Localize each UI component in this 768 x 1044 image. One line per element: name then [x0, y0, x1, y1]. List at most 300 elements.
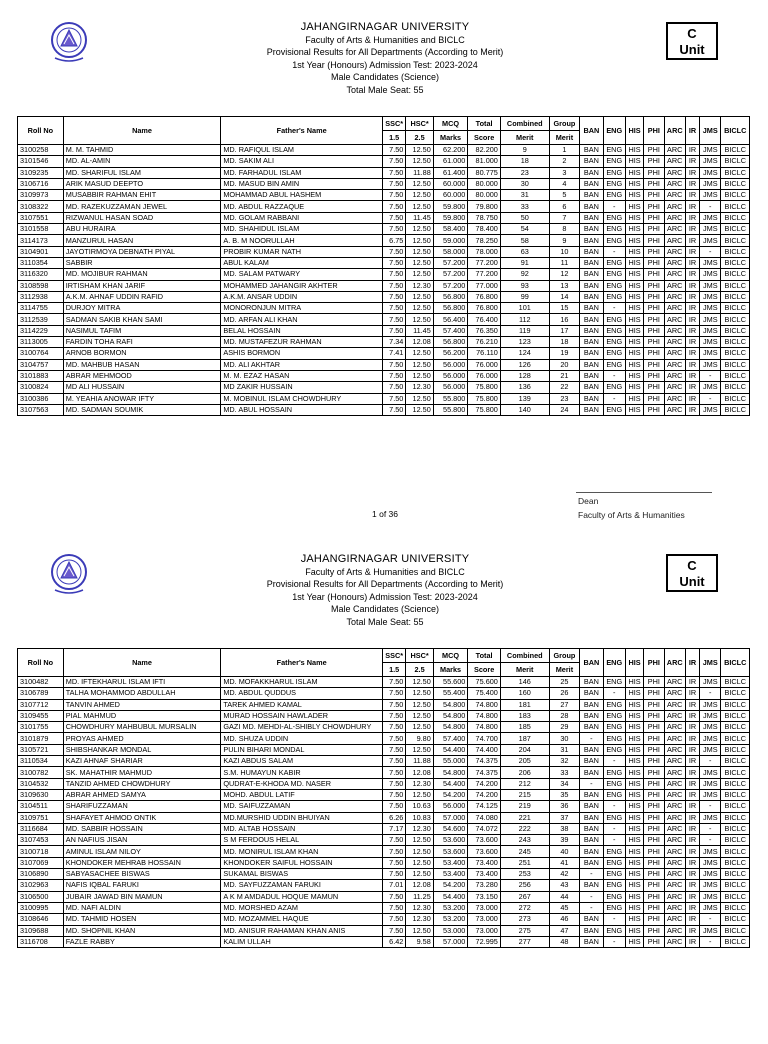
- table-cell: HIS: [625, 812, 643, 823]
- table-cell: 73.400: [468, 857, 501, 868]
- table-cell: MD. ABDUL QUDDUS: [221, 688, 383, 699]
- table-cell: 57.400: [433, 325, 468, 336]
- table-cell: IR: [685, 756, 699, 767]
- table-cell: IR: [685, 269, 699, 280]
- table-cell: 222: [500, 823, 549, 834]
- table-cell: IR: [685, 348, 699, 359]
- table-cell: BICLC: [721, 167, 750, 178]
- table-cell: MD. RAZEKUZZAMAN JEWEL: [63, 201, 221, 212]
- table-cell: PHI: [644, 936, 664, 947]
- table-cell: PHI: [644, 756, 664, 767]
- table-cell: HIS: [625, 359, 643, 370]
- table-cell: ARC: [664, 190, 685, 201]
- table-cell: MD.MURSHID UDDIN BHUIYAN: [221, 812, 383, 823]
- table-cell: BAN: [580, 314, 603, 325]
- table-cell: 33: [549, 767, 580, 778]
- table-cell: 12.50: [406, 688, 433, 699]
- table-cell: 7.50: [382, 156, 405, 167]
- table-cell: HIS: [625, 280, 643, 291]
- table-cell: ARC: [664, 925, 685, 936]
- column-header-mcq: MCQ: [433, 649, 468, 663]
- table-cell: ENG: [603, 722, 625, 733]
- table-cell: ENG: [603, 291, 625, 302]
- table-cell: IR: [685, 823, 699, 834]
- table-cell: 7.50: [382, 359, 405, 370]
- table-cell: 54.400: [433, 778, 468, 789]
- table-cell: IR: [685, 246, 699, 257]
- table-cell: MD. ALTAB HOSSAIN: [221, 823, 383, 834]
- table-cell: 3106716: [18, 178, 64, 189]
- table-cell: 54.600: [433, 823, 468, 834]
- table-cell: 61.000: [433, 156, 468, 167]
- table-row: [18, 269, 750, 280]
- table-cell: 78.750: [468, 212, 501, 223]
- table-cell: 56.200: [433, 348, 468, 359]
- table-cell: 53.200: [433, 902, 468, 913]
- table-cell: IR: [685, 710, 699, 721]
- table-cell: 81.000: [468, 156, 501, 167]
- column-header-ssc: SSC*: [382, 649, 405, 663]
- table-cell: -: [603, 756, 625, 767]
- result-page-2: [0, 532, 768, 1044]
- table-cell: BICLC: [721, 269, 750, 280]
- table-cell: BAN: [580, 224, 603, 235]
- table-cell: 3106789: [18, 688, 64, 699]
- table-cell: 74.800: [468, 710, 501, 721]
- table-cell: 3109235: [18, 167, 64, 178]
- table-cell: 92: [500, 269, 549, 280]
- table-row: [18, 359, 750, 370]
- table-cell: MOHAMMAD ABUL HASHEM: [221, 190, 383, 201]
- table-cell: BAN: [580, 744, 603, 755]
- table-row: [18, 857, 750, 868]
- table-cell: 55.600: [433, 677, 468, 688]
- table-cell: JMS: [700, 224, 721, 235]
- table-cell: HIS: [625, 710, 643, 721]
- table-cell: 7.50: [382, 167, 405, 178]
- table-cell: HIS: [625, 778, 643, 789]
- table-cell: 1: [549, 145, 580, 156]
- table-cell: ENG: [603, 846, 625, 857]
- table-cell: IR: [685, 688, 699, 699]
- table-cell: IR: [685, 359, 699, 370]
- table-cell: 93: [500, 280, 549, 291]
- table-cell: BICLC: [721, 699, 750, 710]
- table-cell: 7.50: [382, 744, 405, 755]
- table-cell: PHI: [644, 869, 664, 880]
- table-cell: 3101546: [18, 156, 64, 167]
- table-cell: 12.50: [406, 178, 433, 189]
- table-cell: PHI: [644, 846, 664, 857]
- table-cell: 74.200: [468, 778, 501, 789]
- table-cell: ENG: [603, 902, 625, 913]
- table-cell: BICLC: [721, 733, 750, 744]
- table-row: [18, 337, 750, 348]
- table-cell: HIS: [625, 767, 643, 778]
- table-cell: 7: [549, 212, 580, 223]
- table-cell: -: [603, 246, 625, 257]
- table-cell: BICLC: [721, 303, 750, 314]
- table-cell: 12.50: [406, 393, 433, 404]
- table-cell: 43: [549, 880, 580, 891]
- table-cell: 57.200: [433, 269, 468, 280]
- table-cell: BAN: [580, 857, 603, 868]
- table-cell: ENG: [603, 212, 625, 223]
- table-cell: 11.45: [406, 212, 433, 223]
- table-cell: 3110354: [18, 257, 64, 268]
- table-cell: 7.50: [382, 314, 405, 325]
- table-cell: HIS: [625, 156, 643, 167]
- table-row: [18, 257, 750, 268]
- table-cell: M. MOBINUL ISLAM CHOWDHURY: [221, 393, 383, 404]
- table-cell: 53.600: [433, 846, 468, 857]
- table-cell: 7.50: [382, 178, 405, 189]
- table-cell: 34: [549, 778, 580, 789]
- table-cell: 57.200: [433, 257, 468, 268]
- table-cell: ARC: [664, 801, 685, 812]
- column-header-hsc-sub: 2.5: [406, 131, 433, 145]
- table-cell: BAN: [580, 846, 603, 857]
- table-cell: 7.50: [382, 869, 405, 880]
- table-cell: 74.700: [468, 733, 501, 744]
- table-cell: 12.08: [406, 337, 433, 348]
- table-cell: HIS: [625, 744, 643, 755]
- table-cell: 3107453: [18, 835, 64, 846]
- table-cell: HIS: [625, 677, 643, 688]
- column-header-ban: BAN: [580, 649, 603, 677]
- table-row: [18, 167, 750, 178]
- table-row: [18, 733, 750, 744]
- table-cell: 41: [549, 857, 580, 868]
- table-cell: 56.800: [433, 337, 468, 348]
- table-cell: ARNOB BORMON: [63, 348, 221, 359]
- table-cell: ENG: [603, 869, 625, 880]
- table-cell: HIS: [625, 337, 643, 348]
- table-cell: HIS: [625, 823, 643, 834]
- table-cell: 74.800: [468, 722, 501, 733]
- table-cell: ARC: [664, 688, 685, 699]
- table-cell: PHI: [644, 677, 664, 688]
- table-cell: 74.400: [468, 744, 501, 755]
- table-cell: IR: [685, 393, 699, 404]
- table-cell: IR: [685, 869, 699, 880]
- candidates-group: Male Candidates (Science): [330, 72, 440, 82]
- table-cell: 160: [500, 688, 549, 699]
- table-cell: JMS: [700, 382, 721, 393]
- table-cell: BICLC: [721, 857, 750, 868]
- table-cell: 7.50: [382, 291, 405, 302]
- table-cell: 243: [500, 835, 549, 846]
- dean-title: Dean: [578, 496, 599, 506]
- table-cell: NASIMUL TAFIM: [63, 325, 221, 336]
- table-cell: ENG: [603, 789, 625, 800]
- table-cell: KHONDOKER SAIFUL HOSSAIN: [221, 857, 383, 868]
- table-cell: 3101883: [18, 370, 64, 381]
- table-cell: PHI: [644, 393, 664, 404]
- table-cell: -: [700, 393, 721, 404]
- table-cell: 74.800: [468, 699, 501, 710]
- page-header: [200, 21, 570, 96]
- table-cell: BAN: [580, 201, 603, 212]
- table-cell: 28: [549, 710, 580, 721]
- table-cell: M. YEAHIA ANOWAR IFTY: [63, 393, 221, 404]
- table-cell: 46: [549, 914, 580, 925]
- table-cell: 18: [500, 156, 549, 167]
- table-cell: 9.58: [406, 936, 433, 947]
- table-cell: BAN: [580, 767, 603, 778]
- table-cell: IR: [685, 235, 699, 246]
- table-row: [18, 190, 750, 201]
- table-cell: KALIM ULLAH: [221, 936, 383, 947]
- table-cell: 7.50: [382, 846, 405, 857]
- column-header-group: Group: [549, 649, 580, 663]
- table-cell: 56.800: [433, 291, 468, 302]
- table-cell: 50: [500, 212, 549, 223]
- table-cell: BAN: [580, 212, 603, 223]
- table-cell: 31: [500, 190, 549, 201]
- table-cell: 7.50: [382, 835, 405, 846]
- table-cell: 3109630: [18, 789, 64, 800]
- table-cell: 3100995: [18, 902, 64, 913]
- table-cell: SK. MAHATHIR MAHMUD: [63, 767, 221, 778]
- table-cell: 91: [500, 257, 549, 268]
- table-cell: HIS: [625, 348, 643, 359]
- table-cell: PHI: [644, 269, 664, 280]
- table-cell: JMS: [700, 235, 721, 246]
- table-cell: BICLC: [721, 902, 750, 913]
- table-cell: MD. MOZAMMEL HAQUE: [221, 914, 383, 925]
- table-cell: 7.17: [382, 823, 405, 834]
- table-cell: 54.200: [433, 880, 468, 891]
- column-header-ir: IR: [685, 649, 699, 677]
- table-cell: ENG: [603, 314, 625, 325]
- table-cell: BICLC: [721, 914, 750, 925]
- table-cell: BAN: [580, 699, 603, 710]
- table-cell: BAN: [580, 280, 603, 291]
- table-cell: 12.50: [406, 677, 433, 688]
- table-cell: 3114755: [18, 303, 64, 314]
- table-cell: IR: [685, 314, 699, 325]
- table-cell: 267: [500, 891, 549, 902]
- table-cell: JMS: [700, 767, 721, 778]
- table-cell: JMS: [700, 744, 721, 755]
- table-cell: 7.50: [382, 145, 405, 156]
- table-cell: 3113005: [18, 337, 64, 348]
- table-cell: 3108598: [18, 280, 64, 291]
- table-cell: -: [700, 201, 721, 212]
- table-cell: 32: [549, 756, 580, 767]
- table-cell: ARC: [664, 733, 685, 744]
- table-cell: -: [603, 823, 625, 834]
- table-cell: 3109455: [18, 710, 64, 721]
- table-cell: PHI: [644, 699, 664, 710]
- table-cell: AN NAFIUS JISAN: [63, 835, 221, 846]
- table-cell: MD. SAYFUZZAMAN FARUKI: [221, 880, 383, 891]
- results-title: Provisional Results for All Departments (According to Merit): [266, 579, 504, 589]
- table-row: [18, 846, 750, 857]
- table-cell: 7.50: [382, 393, 405, 404]
- unit-letter: C: [687, 26, 697, 41]
- table-cell: PROBIR KUMAR NATH: [221, 246, 383, 257]
- table-cell: 53.600: [433, 835, 468, 846]
- column-header-hsc: HSC*: [406, 649, 433, 663]
- table-cell: 25: [549, 677, 580, 688]
- table-cell: BICLC: [721, 880, 750, 891]
- table-cell: 3109973: [18, 190, 64, 201]
- table-row: [18, 145, 750, 156]
- table-cell: BICLC: [721, 257, 750, 268]
- table-cell: 7.50: [382, 857, 405, 868]
- table-cell: JMS: [700, 722, 721, 733]
- table-cell: HIS: [625, 699, 643, 710]
- table-cell: 19: [549, 348, 580, 359]
- table-cell: JMS: [700, 257, 721, 268]
- table-cell: 73.280: [468, 880, 501, 891]
- table-cell: BICLC: [721, 190, 750, 201]
- table-cell: BICLC: [721, 677, 750, 688]
- table-cell: HIS: [625, 167, 643, 178]
- table-cell: ENG: [603, 145, 625, 156]
- table-cell: IR: [685, 902, 699, 913]
- unit-label: Unit: [679, 42, 705, 57]
- table-cell: ENG: [603, 733, 625, 744]
- table-cell: 12.50: [406, 314, 433, 325]
- table-cell: 54: [500, 224, 549, 235]
- table-cell: MD. SHARIFUL ISLAM: [63, 167, 221, 178]
- table-cell: KAZI AHNAF SHARIAR: [63, 756, 221, 767]
- table-cell: 3107069: [18, 857, 64, 868]
- table-cell: 18: [549, 337, 580, 348]
- table-cell: BICLC: [721, 869, 750, 880]
- table-cell: PHI: [644, 857, 664, 868]
- table-cell: 12.50: [406, 699, 433, 710]
- table-cell: ARC: [664, 178, 685, 189]
- table-row: [18, 699, 750, 710]
- table-cell: PHI: [644, 280, 664, 291]
- table-cell: HIS: [625, 880, 643, 891]
- table-cell: HIS: [625, 291, 643, 302]
- table-cell: IR: [685, 291, 699, 302]
- table-cell: 60.000: [433, 178, 468, 189]
- table-cell: ARC: [664, 201, 685, 212]
- table-cell: -: [700, 756, 721, 767]
- table-cell: 205: [500, 756, 549, 767]
- table-cell: 3109751: [18, 812, 64, 823]
- table-cell: 3100386: [18, 393, 64, 404]
- table-cell: IR: [685, 789, 699, 800]
- table-cell: JMS: [700, 789, 721, 800]
- table-cell: 57.000: [433, 812, 468, 823]
- table-cell: HIS: [625, 902, 643, 913]
- table-cell: ARC: [664, 677, 685, 688]
- table-cell: ENG: [603, 880, 625, 891]
- table-cell: BAN: [580, 303, 603, 314]
- table-cell: 7.50: [382, 778, 405, 789]
- table-cell: 10: [549, 246, 580, 257]
- table-cell: MD. TAHMID HOSEN: [63, 914, 221, 925]
- table-cell: MD. ARFAN ALI KHAN: [221, 314, 383, 325]
- column-header-biclc: BICLC: [721, 649, 750, 677]
- table-cell: ARC: [664, 404, 685, 415]
- table-cell: HIS: [625, 269, 643, 280]
- table-cell: 33: [500, 201, 549, 212]
- table-cell: 12.08: [406, 767, 433, 778]
- table-cell: 14: [549, 291, 580, 302]
- table-cell: 7.50: [382, 370, 405, 381]
- table-cell: BICLC: [721, 767, 750, 778]
- table-cell: 37: [549, 812, 580, 823]
- table-cell: BICLC: [721, 156, 750, 167]
- table-cell: 3: [549, 167, 580, 178]
- table-cell: ARC: [664, 789, 685, 800]
- table-cell: 7.50: [382, 677, 405, 688]
- table-cell: 39: [549, 835, 580, 846]
- table-row: [18, 789, 750, 800]
- table-cell: 56.000: [433, 801, 468, 812]
- table-cell: BICLC: [721, 235, 750, 246]
- table-cell: 74.375: [468, 756, 501, 767]
- table-cell: 7.50: [382, 891, 405, 902]
- table-cell: -: [700, 914, 721, 925]
- table-cell: 3100718: [18, 846, 64, 857]
- table-cell: PHI: [644, 348, 664, 359]
- table-cell: 123: [500, 337, 549, 348]
- table-cell: 54.400: [433, 744, 468, 755]
- admission-test: 1st Year (Honours) Admission Test: 2023-2024: [292, 591, 478, 602]
- table-cell: 31: [549, 744, 580, 755]
- table-cell: JMS: [700, 303, 721, 314]
- table-cell: BAN: [580, 688, 603, 699]
- table-cell: 12.50: [406, 370, 433, 381]
- table-row: [18, 891, 750, 902]
- table-cell: 58.400: [433, 224, 468, 235]
- table-cell: ARC: [664, 348, 685, 359]
- table-cell: MD. SHUZA UDDIN: [221, 733, 383, 744]
- table-cell: MD. IFTEKHARUL ISLAM IFTI: [63, 677, 221, 688]
- table-cell: 47: [549, 925, 580, 936]
- table-cell: 80.000: [468, 178, 501, 189]
- table-cell: 140: [500, 404, 549, 415]
- table-cell: 7.50: [382, 269, 405, 280]
- table-cell: JMS: [700, 359, 721, 370]
- table-row: [18, 370, 750, 381]
- table-cell: JMS: [700, 857, 721, 868]
- table-cell: 59.800: [433, 212, 468, 223]
- table-cell: BAN: [580, 257, 603, 268]
- table-cell: JMS: [700, 145, 721, 156]
- table-cell: ENG: [603, 812, 625, 823]
- table-cell: JMS: [700, 167, 721, 178]
- table-cell: 12.50: [406, 303, 433, 314]
- table-cell: PHI: [644, 722, 664, 733]
- page-number: 1 of 36: [372, 509, 398, 519]
- table-cell: 9.80: [406, 733, 433, 744]
- table-cell: 73.400: [468, 869, 501, 880]
- table-cell: M. M. TAHMID: [63, 145, 221, 156]
- table-cell: JMS: [700, 156, 721, 167]
- table-cell: 27: [549, 699, 580, 710]
- table-cell: PHI: [644, 370, 664, 381]
- table-cell: 53.400: [433, 857, 468, 868]
- table-row: [18, 291, 750, 302]
- table-cell: PHI: [644, 688, 664, 699]
- table-cell: 3100824: [18, 382, 64, 393]
- table-cell: MOHD. ABDUL LATIF: [221, 789, 383, 800]
- table-cell: 82.200: [468, 145, 501, 156]
- table-row: [18, 280, 750, 291]
- table-cell: 3101879: [18, 733, 64, 744]
- table-cell: IR: [685, 337, 699, 348]
